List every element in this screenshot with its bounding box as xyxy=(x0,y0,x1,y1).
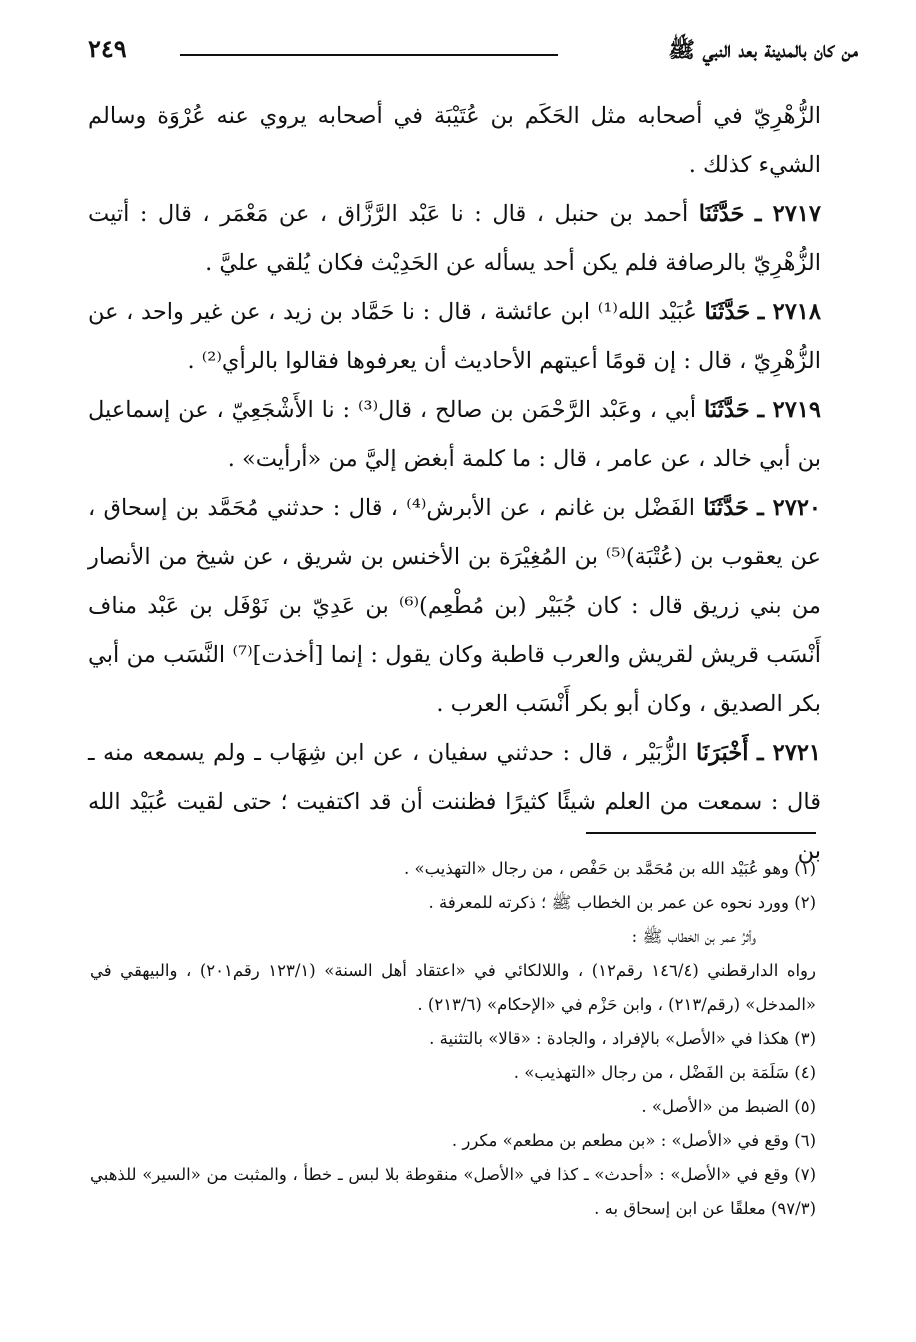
paragraph-text: أبي ، وعَبْد الرَّحْمَن بن صالح ، قال⁽³⁾ : نا الأَشْجَعِيّ ، عن إسماعيل بن أبي خالد ، عن عامر ، قال : ما كلمة أبغض إليَّ من «أرأيت» . xyxy=(88,397,821,472)
paragraph-text: عُبَيْد الله⁽¹⁾ ابن عائشة ، قال : نا حَمَّاد بن زيد ، عن غير واحد ، عن الزُّهْرِيّ ، قال : إن قومًا أعيتهم الأحاديث أن يعرفوها فقالوا بالرأي⁽²⁾ . xyxy=(88,299,821,374)
hadith-number: ٢٧١٨ ـ xyxy=(757,299,821,325)
transmission-verb: حَدَّثَنَا xyxy=(704,299,751,325)
paragraph xyxy=(88,484,821,729)
footnote: (٤) سَلَمَة بن الفَضْل ، من رجال «التهذيب» . xyxy=(513,1063,816,1082)
hadith-number: ٢٧٢٠ ـ xyxy=(757,495,821,521)
hadith-number: ٢٧٢١ ـ xyxy=(756,740,821,766)
footnote-separator xyxy=(586,832,816,834)
footnote: (٦) وقع في «الأصل» : «بن مطعم بن مطعم» مكرر . xyxy=(451,1131,816,1150)
footnote: وأثرُ عمر بن الخطاب ﷺ : xyxy=(631,927,756,946)
hadith-number: ٢٧١٩ ـ xyxy=(757,397,822,423)
transmission-verb: أَخْبَرَنَا xyxy=(696,740,749,766)
footnote: (٥) الضبط من «الأصل» . xyxy=(641,1097,816,1116)
footnotes xyxy=(90,852,816,1226)
footnote: (٢) وورد نحوه عن عمر بن الخطاب ﷺ ؛ ذكرته للمعرفة . xyxy=(428,893,816,912)
paragraph-text: الفَضْل بن غانم ، عن الأبرش⁽⁴⁾ ، قال : حدثني مُحَمَّد بن إسحاق ، عن يعقوب بن (عُتْبَة)⁽⁵⁾ بن المُغِيْرَة بن الأخنس بن شريق ، عن شيخ من الأنصار من بني زريق قال : كان جُبَيْر (بن مُطْعِم)⁽⁶⁾ بن عَدِيّ بن نَوْفَل بن عَبْد مناف أَنْسَب قريش لقريش والعرب قاطبة وكان يقول : إنما [أخذت]⁽⁷⁾ النَّسَب من أبي بكر الصديق ، وكان أبو بكر أَنْسَب العرب . xyxy=(88,495,821,717)
hadith-number: ٢٧١٧ ـ xyxy=(754,201,822,227)
paragraph-text: أحمد بن حنبل ، قال : نا عَبْد الرَّزَّاق ، عن مَعْمَر ، قال : أتيت الزُّهْرِيّ بالرصافة فلم يكن أحد يسأله عن الحَدِيْث فكان يُلقي عليَّ . xyxy=(88,201,821,276)
running-header xyxy=(88,30,858,74)
paragraph xyxy=(88,386,821,484)
footnote: (١) وهو عُبَيْد الله بن مُحَمَّد بن حَفْص ، من رجال «التهذيب» . xyxy=(403,859,816,878)
transmission-verb: حَدَّثَنَا xyxy=(698,201,745,227)
footnote: رواه الدارقطني (١٤٦/٤ رقم١٢) ، واللالكائي في «اعتقاد أهل السنة» (١٢٣/١ رقم٢٠١) ، والبيهقي في «المدخل» (رقم/٢١٣) ، وابن حَزْم في «الإحكام» (٢١٣/٦) . xyxy=(90,961,816,1014)
footnote: (٣) هكذا في «الأصل» بالإفراد ، والجادة : «قالا» بالتثنية . xyxy=(429,1029,816,1048)
paragraph-text: الزُّبَيْر ، قال : حدثني سفيان ، عن ابن شِهَاب ـ ولم يسمعه منه ـ قال : سمعت من العلم شيئًا كثيرًا فظننت أن قد اكتفيت ؛ حتى لقيت عُبَيْد الله بن xyxy=(88,740,821,864)
running-title: من كان بالمدينة بعد النبي ﷺ xyxy=(668,37,858,63)
main-text xyxy=(88,92,821,876)
paragraph-text: الزُّهْرِيّ في أصحابه مثل الحَكَم بن عُتَيْبَة في أصحابه يروي عنه عُرْوَة وسالم الشيء كذلك . xyxy=(88,103,821,178)
paragraph xyxy=(88,288,821,386)
transmission-verb: حَدَّثَنَا xyxy=(704,397,750,423)
footnote: (٧) وقع في «الأصل» : «أحدث» ـ كذا في «الأصل» منقوطة بلا لبس ـ خطأ ، والمثبت من «السير» للذهبي (٩٧/٣) معلقًا عن ابن إسحاق به . xyxy=(90,1165,816,1218)
page-number: ٢٤٩ xyxy=(88,34,127,63)
transmission-verb: حَدَّثَنَا xyxy=(703,495,749,521)
header-rule xyxy=(180,54,558,56)
paragraph xyxy=(88,190,821,288)
paragraph xyxy=(88,92,821,190)
